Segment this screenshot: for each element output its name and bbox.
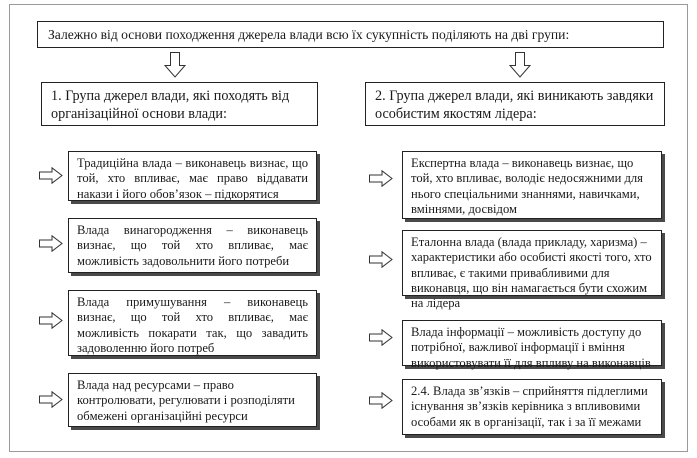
group-2-item: Експертна влада – виконавець визнає, що той, хто впливає, володіє недосяжними для нього спеціальними знаннями, навичками, вміннями, досвідом (402, 151, 662, 219)
arrow-right-icon (39, 312, 63, 329)
arrow-right-icon (369, 392, 393, 409)
group-1-item: Влада примушування – виконавець визнає, що той хто впливає, має можливість покарати так, що завадить задоволенню його потреб (68, 290, 317, 356)
arrow-down-icon (164, 52, 186, 78)
arrow-right-icon (39, 235, 63, 252)
group-1-heading: 1. Група джерел влади, які походять від організаційної основи влади: (41, 82, 318, 126)
group-2-item: 2.4. Влада зв’язків – сприйняття підлеглими існування зв’язків керівника з впливовими особами як в організації, так і за її межами (402, 379, 662, 435)
arrow-right-icon (369, 251, 393, 268)
group-1-item: Влада над ресурсами – право контролювати, регулювати і розподіляти обмежені організаційні ресурси (68, 373, 317, 427)
group-2-item: Еталонна влада (влада прикладу, харизма) – характеристики або особисті якості того, хто впливає, є такими привабливими для виконавця, що він намагається бути схожим на лідера (402, 230, 662, 296)
group-2-heading: 2. Група джерел влади, які виникають завдяки особистим якостям лідера: (365, 82, 665, 126)
arrow-right-icon (369, 170, 393, 187)
group-2-item: Влада інформації – можливість доступу до потрібної, важливої інформації і вміння використовувати її для впливу на виконавців (402, 320, 662, 366)
arrow-right-icon (39, 391, 63, 408)
group-1-item: Влада винагородження – виконавець визнає, що той хто впливає, має можливість задовольнити його потреби (68, 218, 317, 273)
diagram-title: Залежно від основи походження джерела влади всю їх сукупність поділяють на дві групи: (37, 21, 664, 48)
arrow-down-icon (509, 52, 531, 78)
arrow-right-icon (39, 167, 63, 184)
group-1-item: Традиційна влада – виконавець визнає, що той, хто впливає, має право віддавати накази і його обов’язок – підкорятися (68, 151, 317, 201)
arrow-right-icon (369, 329, 393, 346)
